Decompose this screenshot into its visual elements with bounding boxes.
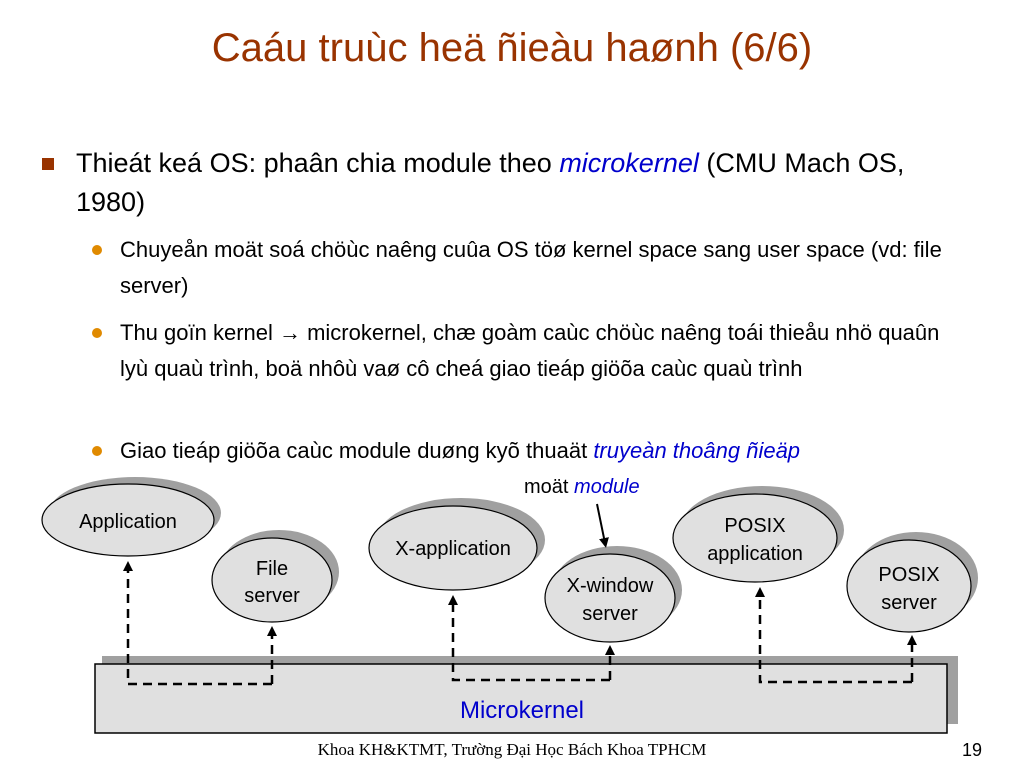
sub-bullet-3-pre: Giao tieáp giöõa caùc module duøng kyõ thuaät [120,438,594,463]
sub-bullet-1-text: Chuyeån moät soá chöùc naêng cuûa OS töø kernel space sang user space (vd: file server) [120,237,942,298]
message-passing-highlight: truyeàn thoâng ñieäp [593,438,801,463]
page-number: 19 [962,740,983,760]
x-window-server-label-line2: server [582,603,638,625]
main-bullet-pre: Thieát keá OS: phaân chia module theo [76,148,560,178]
x-window-server-label-line1: X-window [566,575,654,597]
module-callout-highlight: module [574,476,640,498]
x-window-server-node [545,546,682,642]
file-server-label-line1: File [255,558,289,580]
x-application-label: X-application [395,538,511,560]
application-label: Application [79,511,177,533]
main-bullet-post: (CMU Mach OS, 1980) [76,148,905,217]
posix-application-node [673,486,844,582]
file-server-label-line2: server [244,585,300,607]
module-callout-label [524,476,640,498]
microkernel-label: Microkernel [459,697,585,724]
posix-server-label-line2: server [881,592,937,614]
module-callout-pre: moät [524,476,575,498]
posix-application-label-line2: application [707,543,803,565]
file-server-ellipse [212,538,332,622]
posix-server-node [847,532,978,632]
file-server-node [212,530,339,622]
slide-title: Caáu truùc heä ñieàu haønh (6/6) [211,26,813,70]
posix-application-label-line1: POSIX [724,515,786,537]
posix-server-label-line1: POSIX [878,564,940,586]
posix-server-ellipse [847,540,971,632]
application-node [42,477,221,556]
x-application-node [369,498,545,590]
x-window-server-ellipse [545,554,675,642]
microkernel-highlight: microkernel [559,148,699,178]
sub-bullet-2-text: Thu goïn kernel → microkernel, chæ goàm caùc chöùc naêng toái thieåu nhö quaûn lyù quaù trình, boä nhôù vaø cô cheá giao tieáp giöõa caùc quaù trình [120,320,940,381]
module-callout-arrow [597,504,605,543]
posix-application-ellipse [673,494,837,582]
slide-footer: Khoa KH&KTMT, Trường Đại Học Bách Khoa TPHCM [317,740,707,759]
